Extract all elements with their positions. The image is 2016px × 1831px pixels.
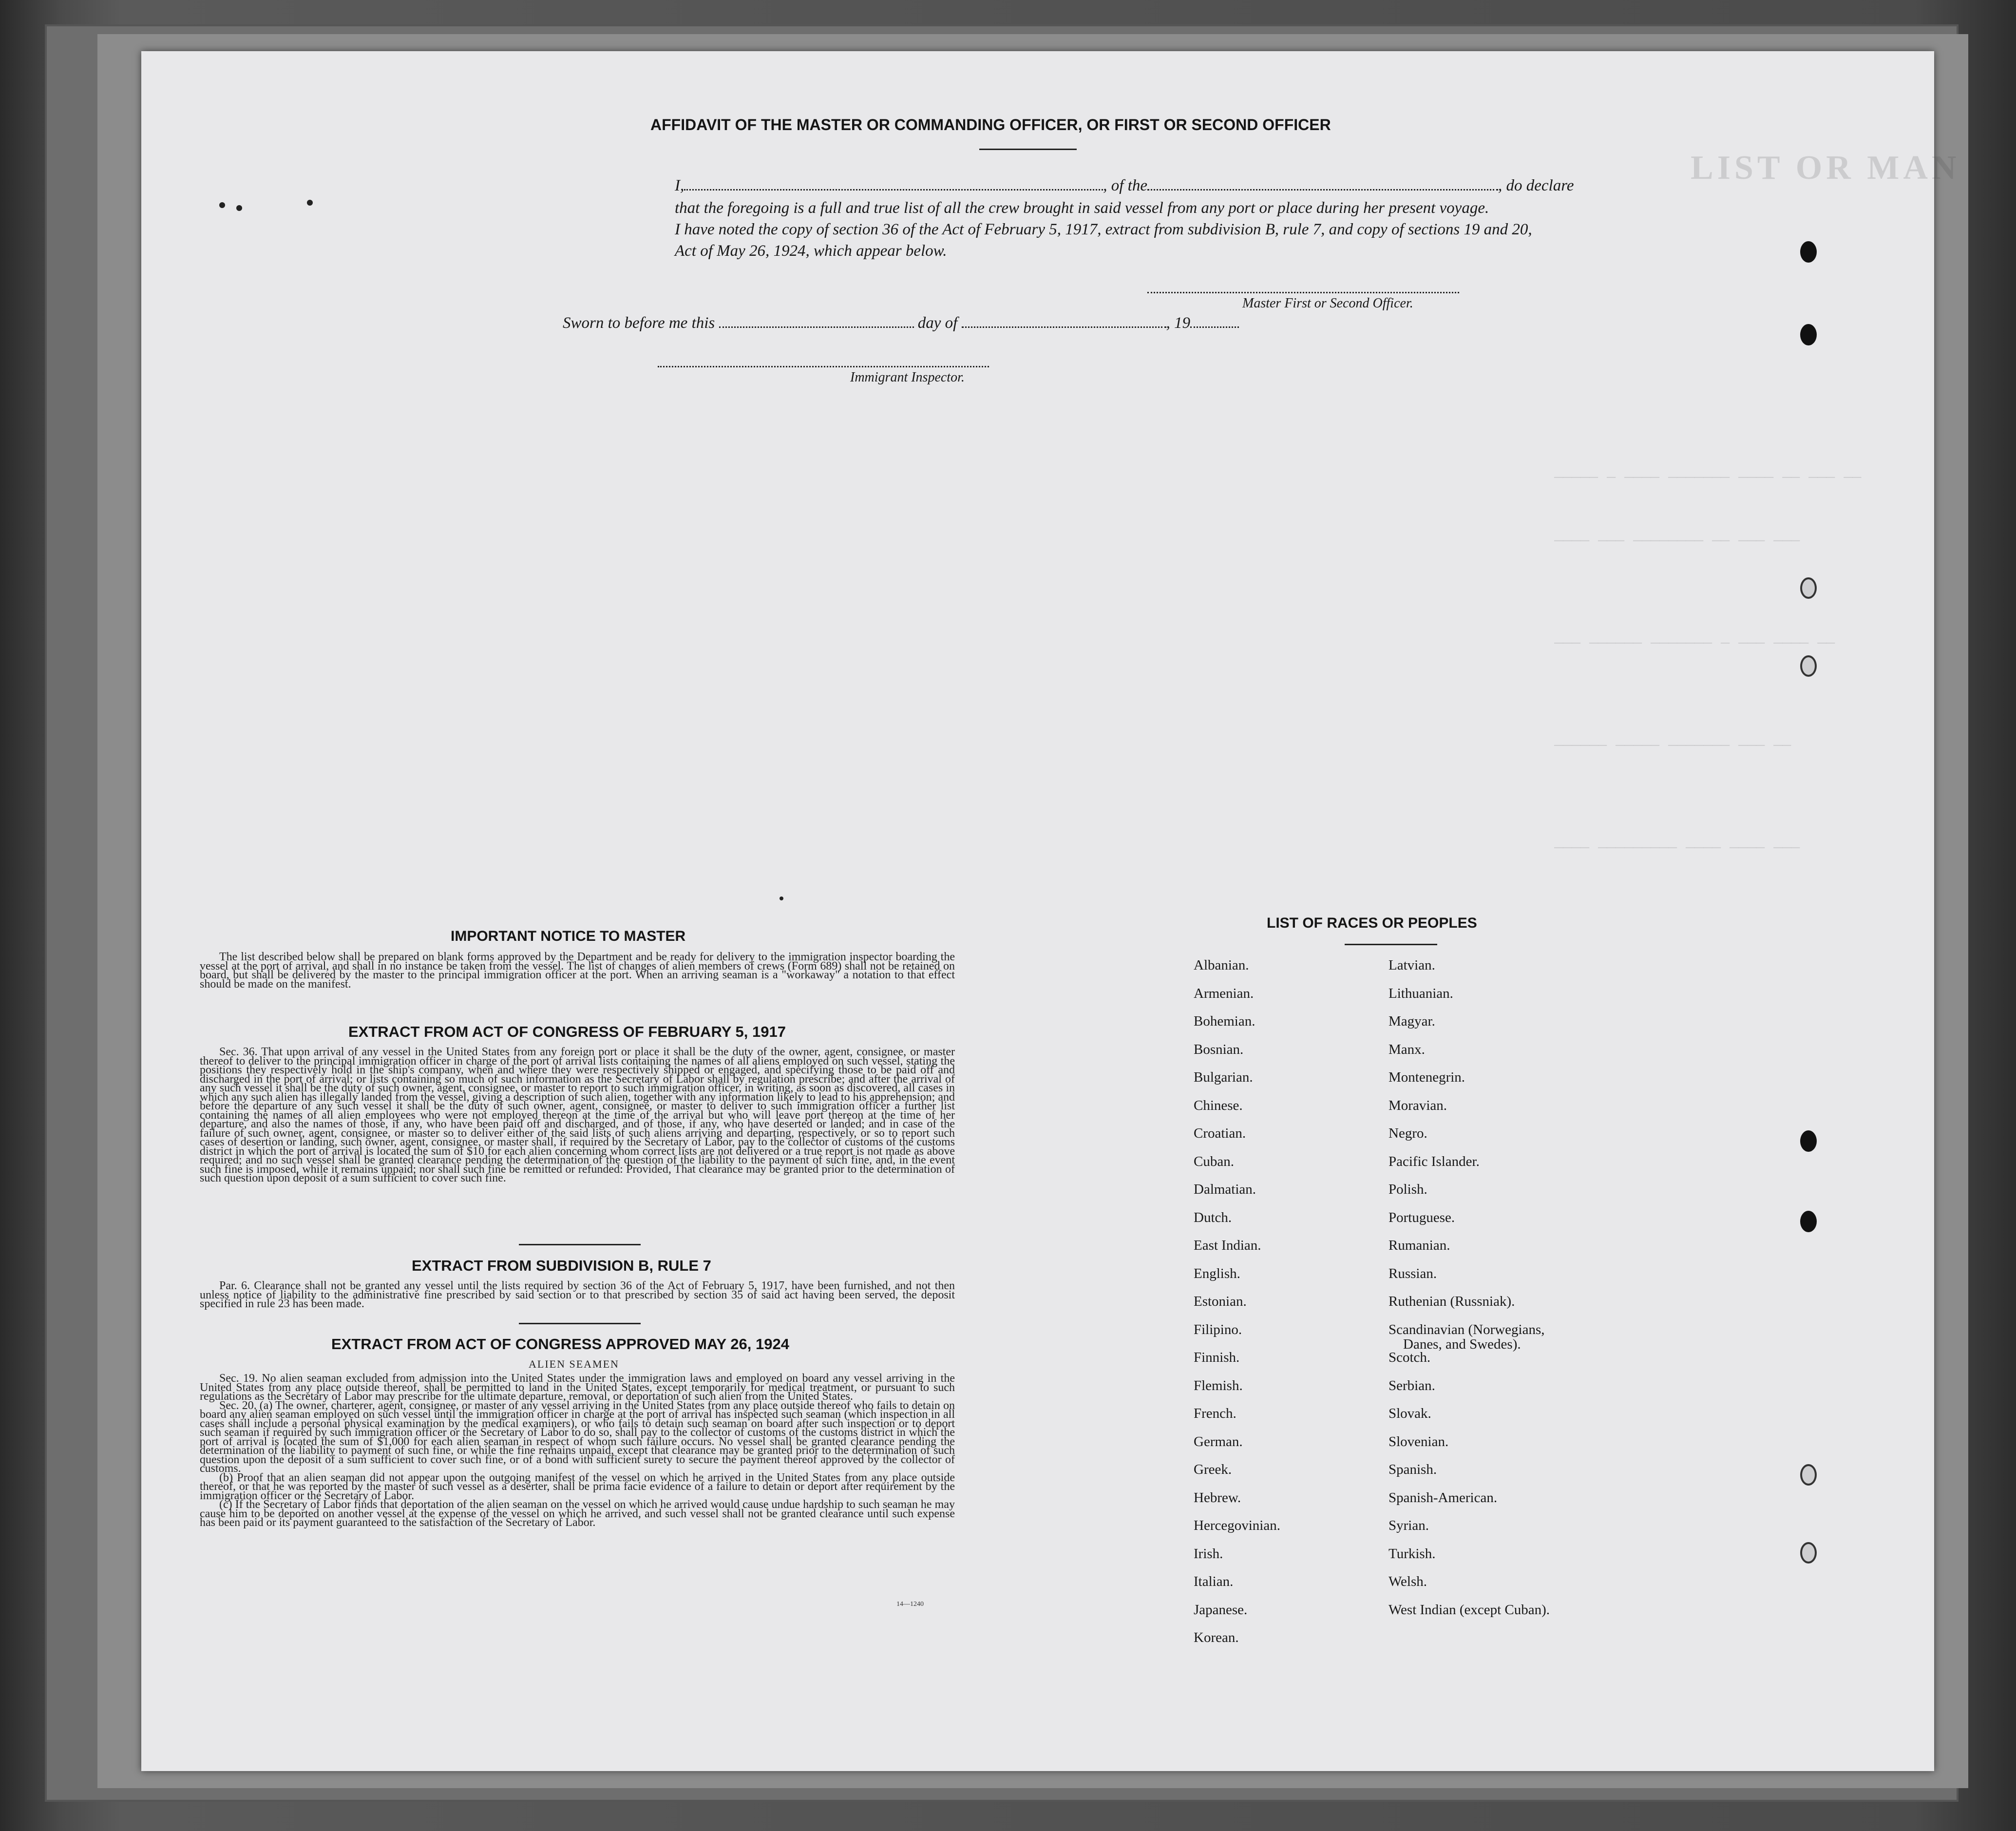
bleed-through: ──── ─── ──────── ── ─── ─── <box>1554 534 1800 550</box>
race-item: Hebrew. <box>1194 1489 1241 1506</box>
section-19-paragraph: Sec. 19. No alien seaman excluded from admission into the United States under the immigration laws and employed on board any vessel arriving in the United States from any place outside thereof, shall be permitted to land in the United States, except temporarily for medical treatment, or pursuant to such regulations as the Secretary of Labor may prescribe for the ultimate departure, removal, or deportation of such alien from the United States. <box>200 1372 955 1403</box>
race-item: Slovak. <box>1388 1406 1431 1421</box>
inspector-label: Immigrant Inspector. <box>850 370 965 385</box>
divider <box>979 149 1077 150</box>
race-item: Bulgarian. <box>1194 1069 1253 1085</box>
notice-paragraph: The list described below shall be prepared on blank forms approved by the Department and be ready for delivery to the immigration inspector boarding the vessel at the port of arrival, and shall in no instance be taken from the vessel. The list of changes of alien members of crews (Form 689) shall not be retained on board, but shall be delivered by the master to the principal immigration officer at the port. When an arriving seaman is a "workaway" a notation to that effect should be made on the manifest. <box>200 951 955 991</box>
section-20b-paragraph: (b) Proof that an alien seaman did not appear upon the outgoing manifest of the vessel on which he arrived in the United States from any place outside thereof, or that he was reported by the master of such vessel as a deserter, shall be prima facie evidence of a failure to detain or deport after requirement by the immigration officer or the Secretary of Labor. <box>200 1471 955 1502</box>
bleed-through: ─── ────── ─────── ─ ─── ──── ── <box>1554 636 1835 652</box>
affidavit-declare: , do declare <box>1498 177 1574 194</box>
ink-speck <box>219 202 225 208</box>
affidavit-line-2: that the foregoing is a full and true list of all the crew brought in said vessel from any port or place during her present voyage. <box>675 199 1489 217</box>
race-item: Dalmatian. <box>1194 1182 1256 1197</box>
race-item: Cuban. <box>1194 1153 1234 1169</box>
ink-speck <box>780 896 783 900</box>
bleed-through: ──── ───────── ──── ──── ─── <box>1554 840 1800 857</box>
affidavit-line-3: I have noted the copy of section 36 of the Act of February 5, 1917, extract from subdivision B, rule 7, and copy of sections 19 and 20, <box>675 221 1532 238</box>
notice-title: IMPORTANT NOTICE TO MASTER <box>451 928 686 944</box>
divider <box>519 1323 641 1324</box>
race-item: East Indian. <box>1194 1238 1261 1253</box>
bleed-through: ────── ───── ─────── ─── ── <box>1554 738 1791 755</box>
bleed-through-title: LIST OR MAN <box>1691 149 1960 187</box>
race-item: Bohemian. <box>1194 1013 1255 1029</box>
race-item: West Indian (except Cuban). <box>1388 1602 1550 1618</box>
race-item: English. <box>1194 1265 1240 1281</box>
extract-1917-text <box>200 1048 955 1183</box>
race-item: Scandinavian (Norwegians, <box>1388 1321 1545 1337</box>
divider <box>1345 944 1437 945</box>
race-item: Croatian. <box>1194 1125 1246 1141</box>
inspector-signature-blank <box>658 365 989 367</box>
race-item: Armenian. <box>1194 985 1254 1001</box>
punch-hole <box>1800 324 1817 345</box>
race-item: Manx. <box>1388 1041 1425 1057</box>
affidavit-of-the: , of the <box>1103 177 1147 194</box>
race-item: Flemish. <box>1194 1377 1243 1393</box>
race-item: Korean. <box>1194 1630 1239 1645</box>
affidavit-title: AFFIDAVIT OF THE MASTER OR COMMANDING OFFICER, OR FIRST OR SECOND OFFICER <box>650 116 1331 134</box>
race-item: Irish. <box>1194 1545 1223 1562</box>
section-20c-paragraph: (c) If the Secretary of Labor finds that deportation of the alien seaman on the vessel on which he arrived would cause undue hardship to such seaman he may cause him to be deported on another vessel at the expense of the vessel on which he arrived, and such vessel shall not be granted clearance until such expense has been paid or its payment guaranteed to the satisfaction of the Secretary of Labor. <box>200 1498 955 1529</box>
extract-1917-title: EXTRACT FROM ACT OF CONGRESS OF FEBRUARY 5, 1917 <box>348 1023 786 1040</box>
subdivision-b-text <box>200 1281 955 1309</box>
race-item: Japanese. <box>1194 1602 1248 1618</box>
document-page <box>141 51 1960 1771</box>
form-number: 14—1240 <box>896 1601 924 1608</box>
year-blank <box>1190 325 1239 328</box>
race-item: Danes, and Swedes). <box>1403 1336 1521 1352</box>
race-item: Welsh. <box>1388 1574 1427 1589</box>
race-item: Moravian. <box>1388 1097 1447 1113</box>
race-item: Pacific Islander. <box>1388 1153 1480 1169</box>
master-signature-blank <box>1147 291 1459 293</box>
extract-1924-title: EXTRACT FROM ACT OF CONGRESS APPROVED MAY 26, 1924 <box>331 1335 789 1353</box>
race-item: Dutch. <box>1194 1209 1232 1225</box>
punch-hole <box>1800 1464 1817 1486</box>
race-item: Portuguese. <box>1388 1209 1455 1225</box>
race-item: Negro. <box>1388 1125 1427 1141</box>
race-item: Albanian. <box>1194 957 1249 973</box>
race-item: Latvian. <box>1388 957 1435 973</box>
sworn-day-blank <box>719 325 914 328</box>
race-item: Turkish. <box>1388 1545 1436 1562</box>
races-title: LIST OF RACES OR PEOPLES <box>1267 915 1477 931</box>
affidavit-line-1 <box>675 177 1574 195</box>
notice-text <box>200 953 955 989</box>
race-item: Greek. <box>1194 1462 1232 1477</box>
sworn-text: Sworn to before me this <box>563 314 715 332</box>
section-36-paragraph: Sec. 36. That upon arrival of any vessel in the United States from any foreign port or place it shall be the duty of the owner, agent, consignee, or master thereof to deliver to the principal immigration officer in charge of the port of arrival lists containing the names of all aliens employed on such vessel, stating the positions they respectively hold in the ship's company, when and where they were respectively shipped or engaged, and specifying those to be paid off and discharged in the port of arrival; or lists containing so much of such information as the Secretary of Labor shall by regulation prescribe; and after the arrival of any such vessel it shall be the duty of such owner, agent, consignee, or master to report to such immigration officer, in writing, as soon as discovered, all cases in which any such alien has illegally landed from the vessel, giving a description of such alien, together with any information likely to lead to his apprehension; and before the departure of any such vessel it shall be the duty of such owner, agent, consignee, or master to deliver to such immigration officer a further list containing the names of all alien employees who were not employed thereon at the time of the arrival but who will leave port thereon at the time of her departure, and also the names of those, if any, who have been paid off and discharged, and of those, if any, who have deserted or landed; and in case of the failure of such owner, agent, consignee, or master so to deliver either of the said lists of such aliens arriving and departing, respectively, or so to report such cases of desertion or landing, such owner, agent, consignee, or master shall, if required by the Secretary of Labor, pay to the collector of customs of the customs district in which the port of arrival is located the sum of $10 for each alien concerning whom correct lists are not delivered or a true report is not made as above required; and no such vessel shall be granted clearance pending the determination of the question of the liability to the payment of such fine, and, in the event such fine is imposed, while it remains unpaid; nor shall such fine be remitted or refunded: Provided, That clearance may be granted prior to the determination of such question upon deposit of a sum sufficient to cover such fine. <box>200 1046 955 1184</box>
race-item: Lithuanian. <box>1388 985 1453 1001</box>
race-item: Estonian. <box>1194 1294 1247 1309</box>
race-item: Magyar. <box>1388 1013 1435 1029</box>
rule-7-paragraph: Par. 6. Clearance shall not be granted any vessel until the lists required by section 36 of the Act of February 5, 1917, have been furnished, and not then unless notice of liability to the administrative fine prescribed by said section or to that prescribed by section 35 of said act having been served, the deposit specified in rule 23 has been made. <box>200 1279 955 1310</box>
alien-seamen-subtitle: ALIEN SEAMEN <box>529 1358 619 1370</box>
race-item: Montenegrin. <box>1388 1069 1465 1085</box>
section-20a-paragraph: Sec. 20. (a) The owner, charterer, agent, consignee, or master of any vessel arriving in the United States from any place outside thereof who fails to detain on board any alien seaman employed on such vessel until the immigration officer in charge at the port of arrival has inspected such seaman (which inspection in all cases shall include a personal physical examination by the medical examiners), or who fails to detain such seaman on board after such inspection or to deport such seaman if required by such immigration officer or the Secretary of Labor to do so, shall pay to the collector of customs of the customs district in which the port of arrival is located the sum of $1,000 for each alien seaman in respect of whom such failure occurs. No vessel shall be granted clearance pending the determination of the liability to payment of such fine, or while the fine remains unpaid, except that clearance may be granted prior to the determination of such question upon the deposit of a sum sufficient to cover such fine, or of a bond with sufficient surety to secure the payment thereof approved by the collector of customs. <box>200 1399 955 1475</box>
ink-speck <box>307 200 313 206</box>
race-item: Hercegovinian. <box>1194 1518 1280 1533</box>
punch-hole <box>1800 577 1817 599</box>
affidavit-i: I, <box>675 177 685 194</box>
race-item: Rumanian. <box>1388 1238 1450 1253</box>
punch-hole <box>1800 655 1817 677</box>
race-item: Ruthenian (Russniak). <box>1388 1294 1515 1309</box>
race-item: French. <box>1194 1406 1236 1421</box>
day-of-text: day of <box>917 314 958 332</box>
extract-1924-text <box>200 1374 955 1527</box>
race-item: Russian. <box>1388 1265 1437 1281</box>
punch-hole <box>1800 1542 1817 1564</box>
punch-hole <box>1800 1130 1817 1152</box>
race-item: Slovenian. <box>1388 1433 1449 1450</box>
ink-speck <box>236 205 242 211</box>
race-item: Polish. <box>1388 1182 1427 1197</box>
master-label: Master First or Second Officer. <box>1242 296 1413 311</box>
affidavit-line-4: Act of May 26, 1924, which appear below. <box>675 242 947 260</box>
race-item: Scotch. <box>1388 1350 1431 1365</box>
race-item: Italian. <box>1194 1574 1234 1589</box>
punch-hole <box>1800 1211 1817 1232</box>
vessel-blank <box>1147 188 1498 191</box>
race-item: Spanish-American. <box>1388 1489 1498 1506</box>
year-text: , 19 <box>1166 314 1191 332</box>
divider <box>519 1244 641 1245</box>
sworn-month-blank <box>962 325 1166 328</box>
subdivision-b-title: EXTRACT FROM SUBDIVISION B, RULE 7 <box>412 1257 711 1274</box>
race-item: Finnish. <box>1194 1350 1240 1365</box>
race-item: Serbian. <box>1388 1377 1435 1393</box>
race-item: Syrian. <box>1388 1518 1429 1533</box>
race-item: Spanish. <box>1388 1462 1437 1477</box>
sworn-line <box>563 314 1239 332</box>
bleed-through: ───── ─ ──── ─────── ──── ── ─── ── <box>1554 470 1862 487</box>
race-item: German. <box>1194 1433 1243 1450</box>
race-item: Chinese. <box>1194 1097 1243 1113</box>
race-item: Filipino. <box>1194 1321 1242 1337</box>
name-blank <box>684 188 1103 191</box>
punch-hole <box>1800 241 1817 263</box>
race-item: Bosnian. <box>1194 1041 1244 1057</box>
